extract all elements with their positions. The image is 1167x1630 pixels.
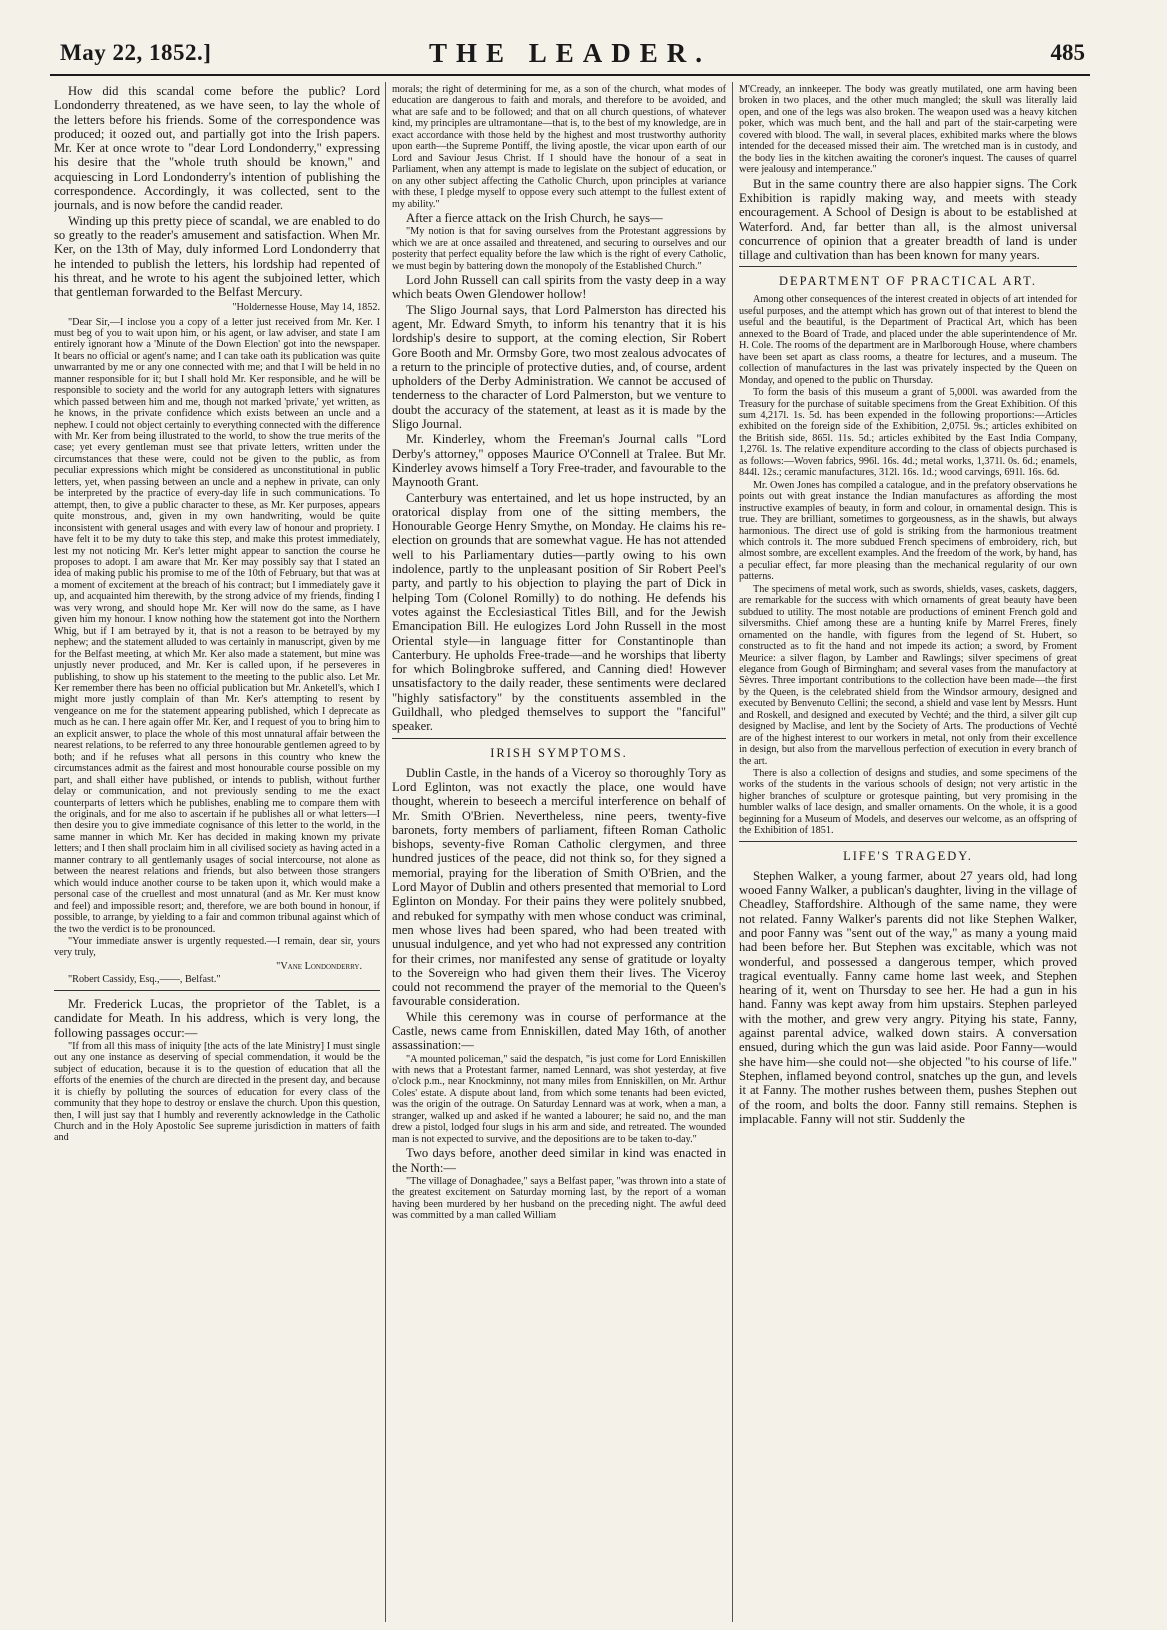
section-heading: IRISH SYMPTOMS. [490,745,628,760]
letter-close: "Your immediate answer is urgently requested.—I remain, dear sir, yours very truly, [54,935,380,959]
article-paragraph: How did this scandal come before the public? Lord Londonderry threatened, as we have seen, to lay the whole of the letters before his friends. Some of the correspondence was produced; it oozed out, and partially got into the Irish papers. Mr. Ker at once wrote to "dear Lord Londonderry," expressing his desire that the "whole truth should be known," and acquiescing in Lord Londonderry's intention of publishing the correspondence. Accordingly, it was collected, sent to the journals, and is now before the candid reader. [54,84,380,213]
article-paragraph: Lord John Russell can call spirits from the vasty deep in a way which beats Owen Glendower hollow! [392,273,726,302]
quoted-passage: M'Cready, an innkeeper. The body was greatly mutilated, one arm having been broken in two places, and the other much mangled; the skull was literally laid open, and one of the legs was also broken. The weapon used was a heavy kitchen poker, which was much bent, and the hall and part of the stair-carpeting were covered with blood. The wall, in several places, exhibited marks where the blows intended for the deceased missed their aim. The wretched man is in custody, and the body lies in the kitchen awaiting the coroner's inquest. The causes of quarrel were jealousy and intemperance." [739,84,1077,176]
quoted-passage: morals; the right of determining for me, as a son of the church, what modes of education are dangerous to faith and morals, and therefore to be avoided, and what are safe and to be followed; and that on all church questions, of whatever kind, my principles are ultramontane—that is, to the best of my knowledge, are in exact accordance with those held by the highest and most trustworthy authority upon earth—the Supreme Pontiff, the living apostle, the vicar upon earth of our Lord and Saviour Jesus Christ. If I should have the honour of a seat in Parliament, when any attempt is made to legislate on the subject of education, or on any other subject affecting the Catholic Church, upon principles at variance with these, I pledge myself to oppose every such attempt to the fullest extent of my ability." [392,84,726,210]
section-divider [54,990,380,991]
section-heading: LIFE'S TRAGEDY. [843,848,973,863]
quoted-passage: "A mounted policeman," said the despatch, "is just come for Lord Enniskillen with news that a Protestant farmer, named Lennard, was shot yesterday, at five o'clock p.m., near Knockminny, not many miles from Enniskillen, on Mr. Arthur Coles' estate. A dispute about land, from which some tenants had been evicted, was the origin of the outrage. On Saturday Lennard was at work, when a man, a stranger, walked up and asked if he wanted a labourer; he said no, and the man drew a pistol, lodged four slugs in his arm and side, and retreated. The wounded man is not expected to survive, and the depositions are to be taken to-day." [392,1053,726,1145]
article-paragraph: Among other consequences of the interest created in objects of art intended for useful purposes, and the attempt which has grown out of that interest to blend the useful and the beautiful, is the Department of Practical Art, which has been annexed to the Board of Trade, and placed under the able superintendence of Mr. H. Cole. The rooms of the department are in Marlborough House, where chambers have been set apart as class rooms, a theatre for lectures, and a museum. The collection of manufactures in the last was privately inspected by the Queen on Monday, and opened to the public on Thursday. [739,294,1077,386]
letter-dateline: "Holdernesse House, May 14, 1852. [232,302,380,314]
section-heading: DEPARTMENT OF PRACTICAL ART. [778,274,1037,289]
article-paragraph: The Sligo Journal says, that Lord Palmerston has directed his agent, Mr. Edward Smyth, to inform his tenantry that it is his lordship's desire to support, at the coming election, Sir Robert Gore Booth and Mr. Ormsby Gore, two most zealous advocates of a return to the principle of protective duties, and, of course, ardent upholders of the Derby Administration. We cannot be accused of tenderness to the character of Lord Palmerston, but we venture to doubt the accuracy of the statement, at least as it is made by the Sligo Journal. [392,302,726,432]
quoted-passage: "If from all this mass of iniquity [the acts of the late Ministry] I must single out any one instance as deserving of special commendation, it would be the subject of education, because it is to the question of education that all the efforts of the enemies of the church are directed in the present day, and because it is chiefly by polluting the sources of education for every class of the community that they hope to destroy or enslave the church. Upon this question, then, I will just say that I humbly and reverently acknowledge in the Catholic Church and in the Holy Apostolic See supreme jurisdiction in matters of faith and [54,1040,380,1144]
article-paragraph: Canterbury was entertained, and let us hope instructed, by an oratorical display from one of the sitting members, the Honourable George Henry Smythe, on Monday. He claims his re-election on grounds that are somewhat vague. He has not attended well to his Parliamentary duties—partly owing to his own indolence, partly to the unpleasant position of Sir Robert Peel's party, and partly to his objection to playing the part of Dick in helping Tom (Colonel Romilly) to do nothing. He defends his votes against the Ecclesiastical Titles Bill, and for the Jewish Emancipation Bill. He eulogizes Lord John Russell in the most Oriental style—in language fitter for Constantinople than Canterbury. He upholds Free-trade—and he worships that liberty for which Bolingbroke suffered, and Canning died! However unsatisfactory to the daily reader, these sentiments were declared "highly satisfactory" by the constituents assembled in the Guildhall, who pledged themselves to support the "fanciful" speaker. [392,490,726,734]
column-2 [392,84,726,1624]
page-number: 485 [1050,40,1085,65]
letter-signature: "Vane Londonderry. [276,960,362,972]
article-paragraph: Winding up this pretty piece of scandal, we are enabled to do so greatly to the reader's amusement and satisfaction. When Mr. Ker, on the 13th of May, duly informed Lord Londonderry that he intended to publish the letters, his lordship had repented of his threat, and he wrote to his agent the subjoined letter, which that gentleman forwarded to the Belfast Mercury. [54,213,380,300]
column-rule [385,82,386,1622]
letter-body: "Dear Sir,—I inclose you a copy of a letter just received from Mr. Ker. I must beg of you to wait upon him, or his agent, or law adviser, and state I am entirely ignorant how a 'Minute of the Down Election' got into the newspaper. It bears no official or agent's name; and I can take oath its publication was quite unwarranted by me or any one connected with me; and that I will be held in no manner responsible for it; but I shall hold Mr. Ker responsible, and he will be responsible to society and the world for any autograph letters with signatures which passed between him and me, though not marked 'private,' yet written, as he knows, in the private confidence which exists between an uncle and a nephew. I could not object certainly to everything connected with the difference with Mr. Ker from being illustrated to the world, to show the true merits of the case; yet every gentleman must see that private letters, written under the circumstances that these were, could not be given to the public, as from peculiar expressions which might be considered as unconstitutional in public letters, yet, when passing between an uncle and a nephew in private, can only be interpreted by the practice of every-day life in such communications. To attempt, then, to give a public character to these, as Mr. Ker purposes, appears quite monstrous, and, given in my own handwriting, would be quite inconsistent with general usages and with every law of honour and propriety. I have felt it to be my duty to take this step, and make this protest immediately, lest my not noticing Mr. Ker's letter might appear to sanction the course he proposes to adopt. I am aware that Mr. Ker may possibly say that I stated an idea of making public his promise to me of the 10th of February, but that was at a moment of excitement at the breach of his contract; but I immediately gave it up, and acquainted him therewith, by the strong advice of my friends, finding I was very wrong, and should hope Mr. Ker will now do the same, as I have given him my honour. I know nothing how the statement got into the Northern Whig, but if I am betrayed by it, that is not a reason to be betrayed by my nephew; and the statement alluded to was certainly in manuscript, given by me for the Belfast meeting, at which Mr. Ker also made a statement, but mine was unjustly never produced, and Mr. Ker is called upon, if he perseveres in publishing, to show up his statement to the meeting to the public also. Let Mr. Ker remember there has been no official publication but Mr. Anketell's, which I might more justly complain of than Mr. Ker's attempting to resent by vengeance on me for the statement appearing published, which I deprecate as much as he can. I here again offer Mr. Ker, and I request of you to bring him to an explicit answer, to place the whole of this most unnatural affair between the nearest relations, to be referred to any three honourable gentlemen agreed to by both; and if he refuses what all persons in this country who knew the circumstances admit as the fairest and most honourable course possible on my part, and shall either have published, or intends to publish, without further delay or communication, and not previously sending to me the exact counterparts of letters which he publishes, enabling me to compare them with the originals, and for me also to ascertain if he publishes all or what letters—I then desire you to give immediate cognisance of this letter to the world, in the same manner in which Mr. Ker has decided in making known my private letters; and I then shall proclaim him in all civilised society as having acted in a manner contrary to all gentlemanly usages of social intercourse, not alone as between the nearest relations and friends, but also between those strangers which would induce another course to be taken upon it, which would make a personal case of the cruellest and most unnatural (and as Mr. Ker must know and feel) and impossible resort; and, therefore, we are both bound in honour, if possible, to arrange, by yielding to a fair and common tribunal against which of the two the verdict is to be pronounced. [54,316,380,935]
article-paragraph: After a fierce attack on the Irish Church, he says— [406,210,663,225]
article-paragraph: Dublin Castle, in the hands of a Viceroy so thoroughly Tory as Lord Eglinton, was not exactly the place, one would have thought, wherein to beseech a merciful interference on behalf of Mr. Smith O'Brien. Nevertheless, nine peers, twenty-five baronets, forty members of parliament, fifteen Roman Catholic bishops, seventy-five Roman Catholic clergymen, and three hundred justices of the peace, did not think so, for they signed a memorial, praying for the liberation of Smith O'Brien, and the Lord Mayor of Dublin and others presented that memorial to Lord Eglinton on Monday. For their pains they were politely snubbed, and rebuked for sympathy with men whose conduct was criminal, men whose lives had been spared, who had been treated with unusual indulgence, and yet who had not expressed any contrition for their crimes, nor manifested any sense of gratitude or loyalty to the Sovereign who had given them their lives. The Viceroy could not recommend the prayer of the memorial to the Queen's favourable consideration. [392,765,726,1009]
quoted-passage: "The village of Donaghadee," says a Belfast paper, "was thrown into a state of the greatest excitement on Saturday morning last, by the report of a woman having been murdered by her husband on the preceding night. The awful deed was committed by a man called William [392,1175,726,1222]
article-paragraph: Stephen Walker, a young farmer, about 27 years old, had long wooed Fanny Walker, a publican's daughter, living in the village of Cheadley, Staffordshire. Although of the same name, they were not related. Fanny Walker's parents did not like Stephen Walker, and poor Fanny was "sent out of the way," as many a young maid had been before her. But Stephen was excitable, which was not wonderful, and possessed a dangerous temper, which proved tragical eventually. Fanny came home last week, and Stephen hearing of it, went on Thursday to see her. He had a gun in his hand. Fanny was kept away from him upstairs. Stephen parleyed with the mother, and grew very angry. Pitying his state, Fanny, against parental advice, walked down stairs. A conversation ensued, during which the gun was laid aside. Poor Fanny—would she have him—she could not—she objected "to his course of life." Stephen, inflamed beyond control, snatches up the gun, and levels it at Fanny. The mother rushes between them, pushes Stephen out of the room, and bolts the door. Fanny still remains. Stephen is implacable. Fanny will not stir. Suddenly the [739,868,1077,1126]
section-divider [392,738,726,739]
section-divider [739,266,1077,267]
article-paragraph: Mr. Frederick Lucas, the proprietor of the Tablet, is a candidate for Meath. In his address, which is very long, the following passages occur:— [54,996,380,1040]
letter-address: "Robert Cassidy, Esq.,——, Belfast." [68,973,221,985]
quoted-passage: "My notion is that for saving ourselves from the Protestant aggressions by which we are at once assailed and threatened, and securing to ourselves and our posterity that perfect equality before the law which is the right of every Catholic, we must begin by battering down the monopoly of the Established Church." [392,226,726,272]
newspaper-title: THE LEADER. [428,38,712,68]
column-rule [732,82,733,1622]
article-paragraph: Mr. Owen Jones has compiled a catalogue, and in the prefatory observations he points out with great instance the Indian manufactures as affording the most instructive examples of beauty, in form and colour, in ornamental design. This is true. They are brilliant, sometimes to gorgeousness, as in the shawls, but always harmonious. The direct use of gold is striking from the harmonious treatment which controls it. The more subdued French specimens of embroidery, rich, but almost sombre, are excellent examples. And the freedom of the work, by hand, has a peculiar effect, far more pleasing than the mechanical regularity of our own patterns. [739,479,1077,583]
article-paragraph: There is also a collection of designs and studies, and some specimens of the works of the students in the various schools of design; not very artistic in the higher branches of sculpture or grotesque painting, but very promising in the humbler walks of lace design, and smaller ornaments. On the whole, it is a good beginning for a Museum of Models, and deserves our welcome, as an offspring of the Exhibition of 1851. [739,768,1077,837]
article-paragraph: To form the basis of this museum a grant of 5,000l. was awarded from the Treasury for the purchase of suitable specimens from the Great Exhibition. Of this sum 4,217l. 1s. 5d. has been expended in the following proportions:—Articles exhibited on the foreign side of the Exhibition, 2,075l. 9s.; articles exhibited on the British side, 865l. 11s. 5d.; articles exhibited by the East India Company, 1,276l. 1s. The relative expenditure according to the class of objects purchased is as follows:—Woven fabrics, 996l. 16s. 4d.; metal works, 1,371l. 0s. 6d.; enamels, 844l. 12s.; ceramic manufactures, 312l. 16s. 1d.; wood carvings, 691l. 16s. 6d. [739,387,1077,479]
article-paragraph: Mr. Kinderley, whom the Freeman's Journal calls "Lord Derby's attorney," opposes Maurice O'Connell at Tralee. But Mr. Kinderley avows himself a Tory Free-trader, and favourable to the Maynooth Grant. [392,432,726,490]
article-paragraph: But in the same country there are also happier signs. The Cork Exhibition is rapidly making way, and meets with steady encouragement. A School of Design is about to be established at Waterford. And, far better than all, is the almost universal concurrence of opinion that a greater breadth of land is under tillage and cultivation than has been known for many years. [739,176,1077,263]
column-1 [54,84,380,1624]
column-3 [739,84,1077,1624]
issue-date: May 22, 1852.] [60,40,212,65]
page-header [50,38,1090,76]
article-paragraph: Two days before, another deed similar in kind was enacted in the North:— [392,1146,726,1175]
article-paragraph: While this ceremony was in course of performance at the Castle, news came from Enniskillen, dated May 16th, of another assassination:— [392,1009,726,1053]
section-divider [739,841,1077,842]
article-paragraph: The specimens of metal work, such as swords, shields, vases, caskets, daggers, are remarkable for the success with which ornaments of great beauty have been subdued to utility. The most notable are productions of eminent French gold and silversmiths. Chief among these are a hunting knife by Marrel Freres, finely ornamented on the handle, with figures from the legend of St. Hubert, so constructed as to fit the hand and not impede its action; a sword, by Froment Meurice: a silver flagon, by Lamber and Rawlings; silver specimens of great elegance from Gough of Birmingham; and several vases from the manufactory at Sèvres. Three important contributions to the collection have been made—the first by the Queen, is the celebrated shield from the Windsor armoury, designed and executed by Benvenuto Cellini; the second, a shield and vase lent by Messrs. Hunt and Roskell, and designed and executed by Vechté; and the third, a silver gilt cup designed by Maclise, and lent by the Society of Arts. The productions of Vechté are of the highest interest to our workers in metal, not only from their excellence in design, but also from the marvellous perfection of execution in every branch of the art. [739,583,1077,767]
